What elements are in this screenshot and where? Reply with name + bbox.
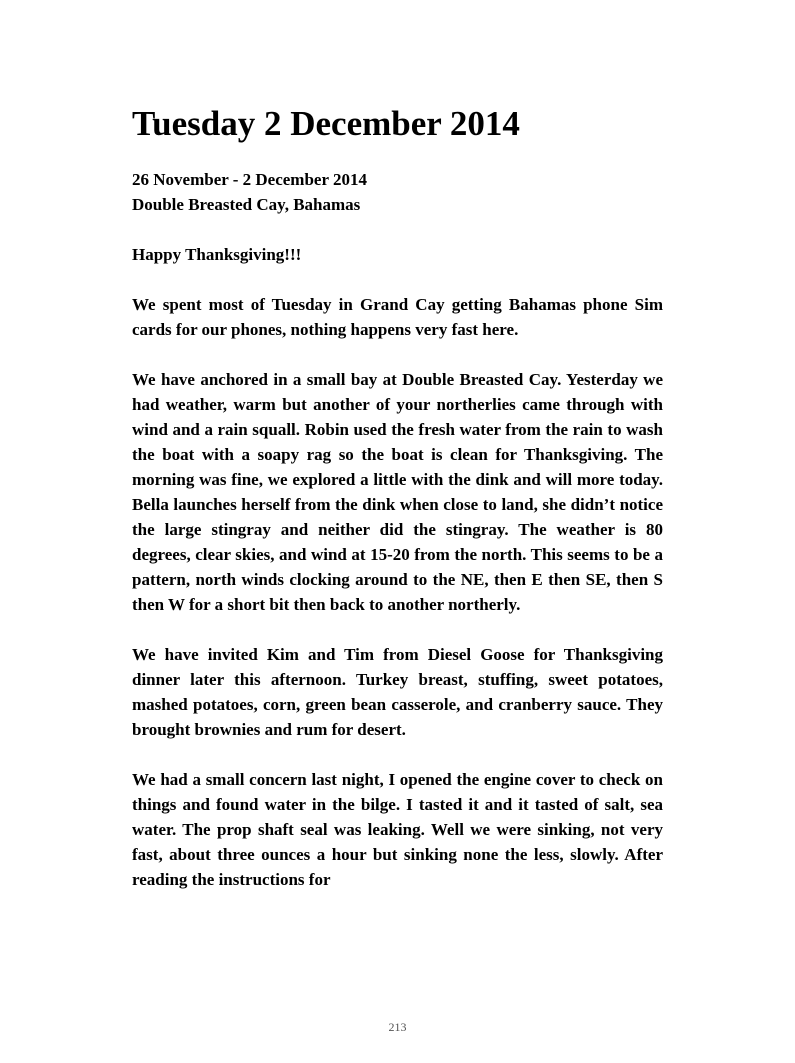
page-title: Tuesday 2 December 2014: [132, 104, 520, 143]
paragraph-greeting: Happy Thanksgiving!!!: [132, 245, 302, 264]
paragraph-leak: We had a small concern last night, I opened the engine cover to check on things and found water in the bilge. I tasted it and it tasted of salt, sea water. The prop shaft seal was leaking. Well we were sinking, not very fast, about three ounces a hour but sinking none the less, slowly. After reading the instructions for: [132, 770, 663, 889]
date-range: 26 November - 2 December 2014: [132, 170, 367, 189]
paragraph-dinner: We have invited Kim and Tim from Diesel Goose for Thanksgiving dinner later this afternoon. Turkey breast, stuffing, sweet potatoes, mashed potatoes, corn, green bean casserole, and cranberry sauce. They brought brownies and rum for desert.: [132, 645, 663, 739]
document-page: [132, 104, 663, 892]
location: Double Breasted Cay, Bahamas: [132, 195, 361, 214]
page-number: 213: [388, 1020, 407, 1034]
paragraph-grand-cay: We spent most of Tuesday in Grand Cay getting Bahamas phone Sim cards for our phones, nothing happens very fast here.: [132, 295, 663, 339]
paragraph-anchorage: We have anchored in a small bay at Double Breasted Cay. Yesterday we had weather, warm but another of your northerlies came through with wind and a rain squall. Robin used the fresh water from the rain to wash the boat with a soapy rag so the boat is clean for Thanksgiving. The morning was fine, we explored a little with the dink and will more today. Bella launches herself from the dink when close to land, she didn’t notice the large stingray and neither did the stingray. The weather is 80 degrees, clear skies, and wind at 15-20 from the north. This seems to be a pattern, north winds clocking around to the NE, then E then SE, then S then W for a short bit then back to another northerly.: [132, 370, 663, 614]
